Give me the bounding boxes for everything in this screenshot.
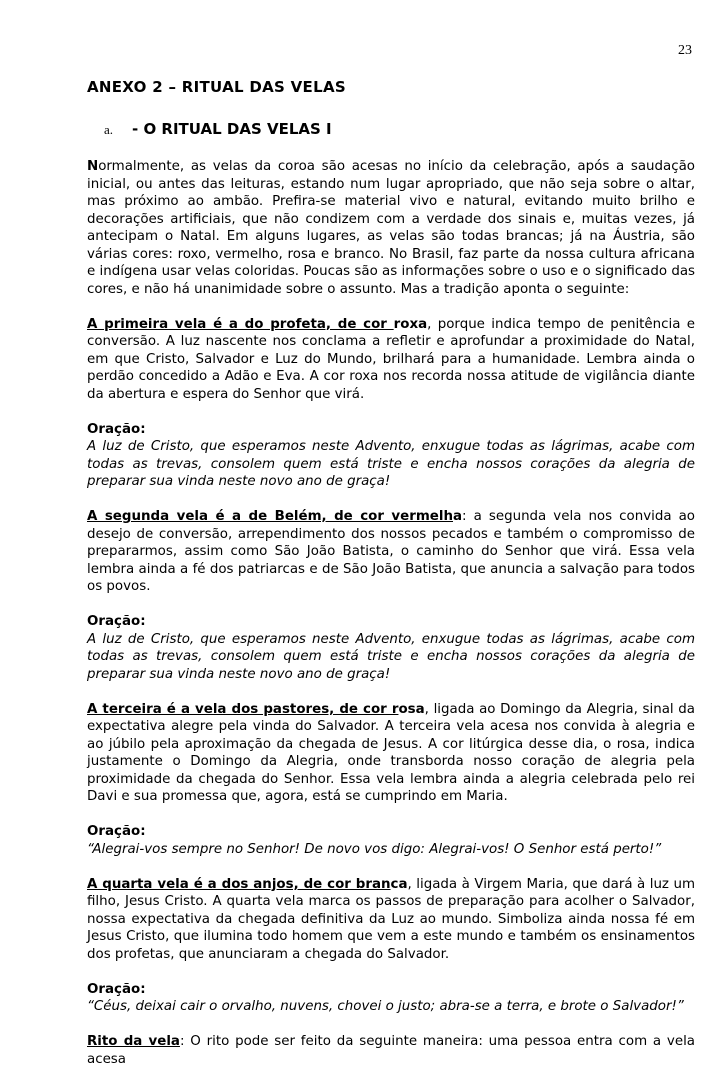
second-candle-text: : a segunda vela nos convida ao desejo de conversão, arrependimento dos nossos pecados e também o compromisso de prepararmos, assim como São João Batista, o caminho do Senhor que virá. Essa vela lembra ainda a fé dos patriarcas e de São João Batista, que anuncia a salvação para todos os povos. (87, 509, 695, 594)
section-subtitle (104, 120, 332, 138)
prayer-text: A luz de Cristo, que esperamos neste Advento, enxugue todas as lágrimas, acabe com todas as trevas, consolem quem está triste e encha nossos corações da alegria de preparar sua vinda neste novo ano de graça! (87, 631, 695, 682)
fourth-candle-paragraph (87, 876, 695, 964)
page-number: 23 (678, 43, 692, 58)
third-candle-heading: A terceira é a vela dos pastores, de cor r (87, 701, 399, 717)
prayer-block-4 (87, 981, 695, 1016)
first-candle-heading: A primeira vela é a do profeta, de cor (87, 316, 394, 332)
prayer-label: Oração: (87, 981, 146, 997)
second-candle-heading: A segunda vela é a de Belém, de cor vermelh (87, 509, 453, 524)
subtitle-text: - O RITUAL DAS VELAS I (132, 120, 332, 138)
document-body (87, 158, 695, 1086)
prayer-text: “Céus, deixai cair o orvalho, nuvens, chovei o justo; abra-se a terra, e brote o Salvador!” (87, 999, 684, 1014)
list-marker: a. (104, 122, 114, 137)
candle-rite-paragraph (87, 1033, 695, 1068)
fourth-candle-color: ca (390, 876, 408, 892)
fourth-candle-text: , ligada à Virgem Maria, que dará à luz um filho, Jesus Cristo. A quarta vela marca os passos de preparação para acolher o Salvador, nossa expectativa da chegada definitiva da Luz ao mundo. Simboliza ainda nossa fé em Jesus Cristo, que ilumina todo homem que vem a este mundo e também os ensinamentos dos profetas, que anunciaram a chegada do Salvador. (87, 876, 695, 962)
second-candle-paragraph (87, 508, 695, 596)
prayer-label: Oração: (87, 614, 146, 629)
prayer-block-3 (87, 823, 695, 858)
prayer-label: Oração: (87, 421, 146, 437)
third-candle-color: osa (398, 701, 425, 717)
prayer-text: A luz de Cristo, que esperamos neste Advento, enxugue todas as lágrimas, acabe com todas as trevas, consolem quem está triste e encha nossos corações da alegria de preparar sua vinda neste novo ano de graça! (87, 439, 695, 489)
intro-paragraph (87, 158, 695, 298)
prayer-block-2 (87, 613, 695, 683)
third-candle-paragraph (87, 701, 695, 806)
candle-rite-heading: Rito da vela (87, 1034, 180, 1049)
intro-text: ormalmente, as velas da coroa são acesas no início da celebração, após a saudação inicial, ou antes das leituras, estando num lugar apropriado, que não seja sobre o altar, mas próximo ao ambão. Prefira-se material vivo e natural, evitando muito brilho e decorações artificiais, que não condizem com a verdade dos sinais e, muitas vezes, já antecipam o Natal. Em alguns lugares, as velas são todas brancas; já na Áustria, são várias cores: roxo, vermelho, rosa e branco. No Brasil, faz parte da nossa cultura africana e indígena usar velas coloridas. Poucas são as informações sobre o uso e o significado das cores, e não há unanimidade sobre o assunto. Mas a tradição aponta o seguinte: (87, 159, 695, 297)
fourth-candle-heading: A quarta vela é a dos anjos, de cor bran (87, 876, 391, 892)
second-candle-color: a (453, 509, 463, 524)
first-candle-color: roxa (393, 316, 428, 332)
prayer-block-1 (87, 421, 695, 491)
candle-rite-text: : O rito pode ser feito da seguinte maneira: uma pessoa entra com a vela acesa (87, 1034, 695, 1067)
prayer-label: Oração: (87, 824, 146, 839)
prayer-text: “Alegrai-vos sempre no Senhor! De novo vos digo: Alegrai-vos! O Senhor está perto!” (87, 841, 662, 857)
first-candle-text: , porque indica tempo de penitência e conversão. A luz nascente nos conclama a refletir e aprofundar a proximidade do Natal, em que Cristo, Salvador e Luz do Mundo, brilhará para a humanidade. Lembra ainda o perdão concedido a Adão e Eva. A cor roxa nos recorda nossa atitude de vigilância diante da abertura e espera do Senhor que virá. (87, 316, 696, 402)
third-candle-text: , ligada ao Domingo da Alegria, sinal da expectativa alegre pela vinda do Salvador. A terceira vela acesa nos convida à alegria e ao júbilo pela aproximação da chegada de Jesus. A cor litúrgica desse dia, o rosa, indica justamente o Domingo da Alegria, onde transborda nosso coração de alegria pela proximidade da chegada do Senhor. Essa vela lembra ainda a alegria celebrada pelo rei Davi e sua promessa que, agora, está se cumprindo em Maria. (87, 701, 695, 804)
first-candle-paragraph (87, 316, 695, 404)
annex-title: ANEXO 2 – RITUAL DAS VELAS (87, 78, 346, 96)
drop-letter: N (87, 159, 99, 174)
